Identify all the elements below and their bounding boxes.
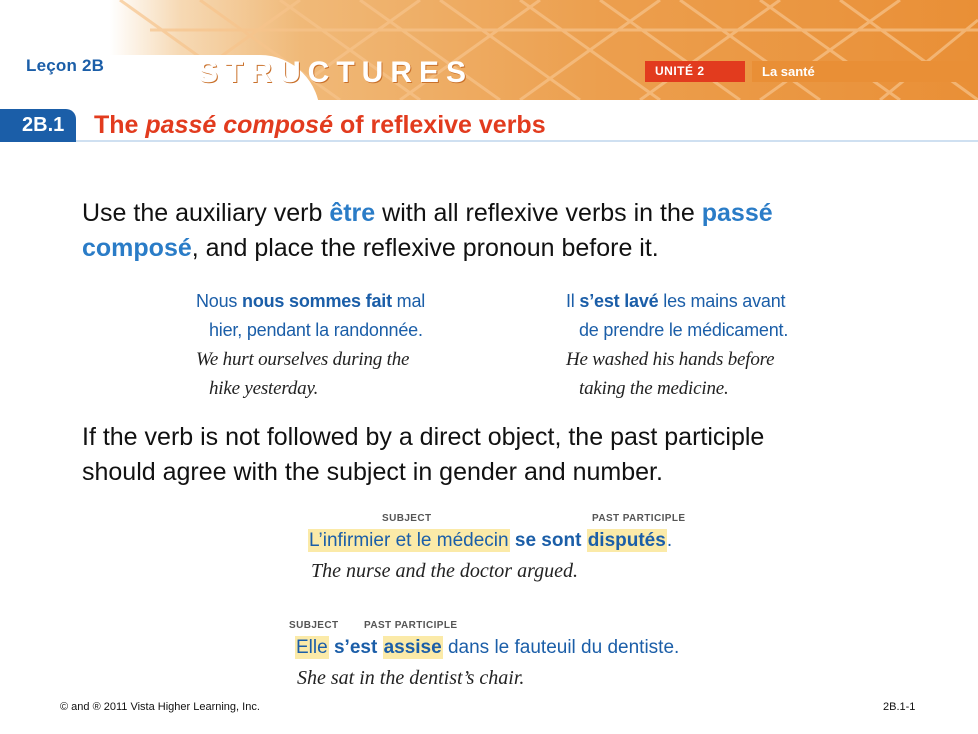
- unit-badge: UNITÉ 2: [645, 61, 745, 82]
- highlight-compose: composé: [82, 234, 192, 262]
- highlight-passe: passé: [701, 199, 773, 227]
- example-4-participle: assise: [383, 637, 442, 658]
- rule-paragraph-1: Use the auxiliary verb être with all reflexive verbs in the passé composé, and place the reflexive pronoun before it.: [82, 199, 773, 262]
- example-2-french-line-1: Il s’est lavé les mains avant: [566, 291, 786, 311]
- example-3-verb: se sont: [514, 530, 582, 551]
- example-3-french: L’infirmier et le médecin se sont disputés.: [309, 530, 673, 551]
- example-3-subject: L’infirmier et le médecin: [309, 530, 509, 551]
- example-2-english-line-2: taking the medicine.: [579, 378, 729, 399]
- example-3-subject-label: SUBJECT: [382, 513, 432, 524]
- topic-title: The passé composé of reflexive verbs: [94, 111, 546, 139]
- example-4-subject: Elle: [296, 637, 328, 658]
- example-1-english-line-1: We hurt ourselves during the: [196, 349, 410, 370]
- example-4-english: She sat in the dentist’s chair.: [297, 667, 525, 689]
- topic-underline: [0, 140, 978, 142]
- unit-title: La santé: [752, 61, 978, 82]
- topic-number: 2B.1: [0, 109, 76, 142]
- example-1-english-line-2: hike yesterday.: [209, 378, 319, 399]
- rule-paragraph-2: If the verb is not followed by a direct object, the past participle should agree with the subject in gender and number.: [82, 423, 765, 486]
- highlight-etre: être: [329, 199, 376, 227]
- example-2-french-line-2: de prendre le médicament.: [579, 320, 789, 340]
- copyright: © and ® 2011 Vista Higher Learning, Inc.: [60, 701, 260, 713]
- lesson-label: Leçon 2B: [26, 56, 105, 75]
- example-4-participle-label: PAST PARTICIPLE: [364, 620, 458, 631]
- example-3-participle: disputés: [587, 530, 666, 551]
- example-3-participle-label: PAST PARTICIPLE: [592, 513, 686, 524]
- header-banner: [0, 0, 978, 100]
- example-2-english-line-1: He washed his hands before: [566, 349, 775, 370]
- example-3-english: The nurse and the doctor argued.: [311, 560, 579, 582]
- slide-number: 2B.1-1: [883, 701, 916, 713]
- example-4-verb: s’est: [333, 637, 378, 658]
- example-1-french-line-2: hier, pendant la randonnée.: [209, 320, 423, 340]
- example-2: [566, 287, 788, 403]
- example-1: [196, 287, 425, 403]
- example-4-french: Elle s’est assise dans le fauteuil du dentiste.: [296, 637, 680, 658]
- example-1-french-line-1: Nous nous sommes fait mal: [196, 291, 426, 311]
- section-title: STRUCTURES: [198, 56, 474, 89]
- topic-title-emphasis: passé composé: [145, 111, 333, 139]
- example-4-subject-label: SUBJECT: [289, 620, 339, 631]
